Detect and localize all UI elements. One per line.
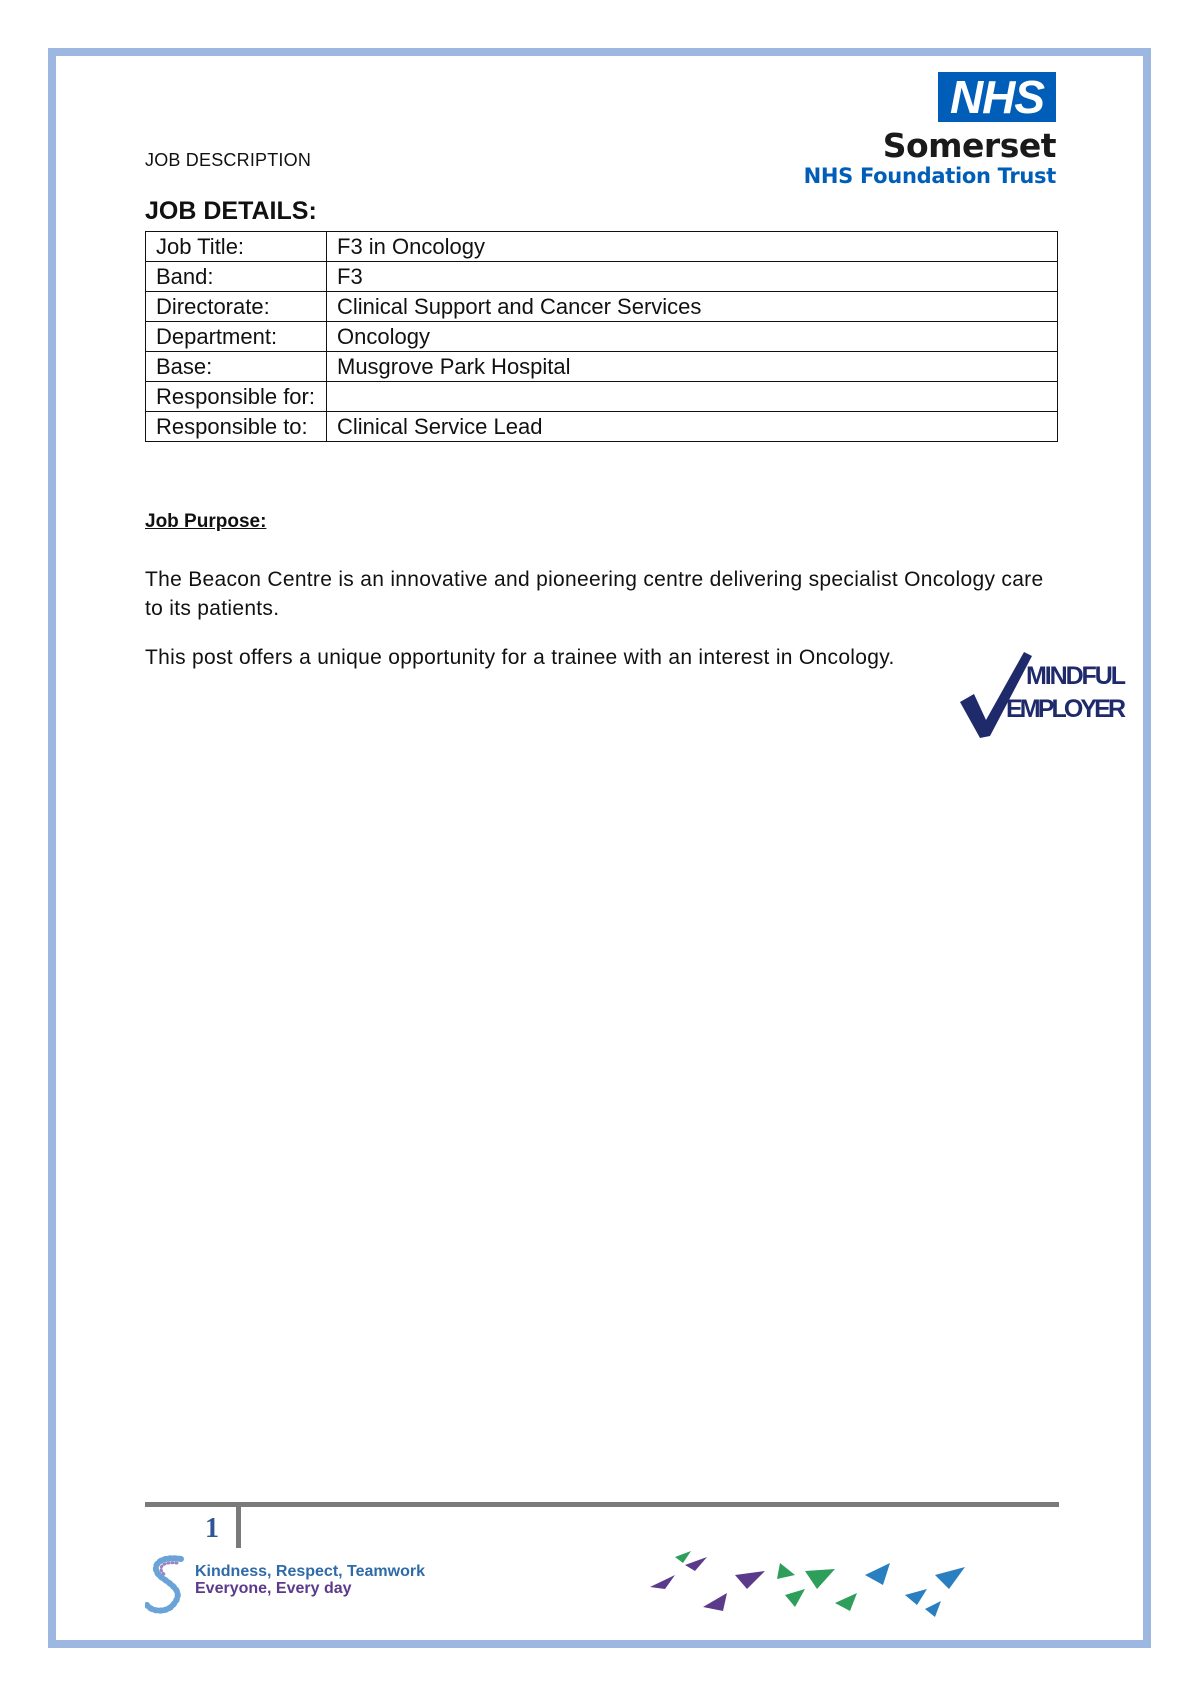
purpose-paragraph: The Beacon Centre is an innovative and pioneering centre delivering specialist Oncology care to its patients. xyxy=(145,568,1044,620)
table-row xyxy=(146,382,1058,412)
section-title: JOB DETAILS: xyxy=(145,197,317,225)
detail-value: F3 in Oncology xyxy=(327,232,1058,262)
detail-key: Responsible for: xyxy=(146,382,327,412)
detail-key: Band: xyxy=(146,262,327,292)
document-label: JOB DESCRIPTION xyxy=(145,150,312,170)
mindful-logo-line2: EMPLOYER xyxy=(1006,695,1126,723)
values-line2: Everyone, Every day xyxy=(195,1580,352,1597)
nhs-logo-org: Somerset xyxy=(882,126,1056,165)
values-line1: Kindness, Respect, Teamwork xyxy=(195,1563,425,1580)
job-purpose-heading: Job Purpose: xyxy=(145,511,267,532)
mindful-employer-logo xyxy=(958,650,1130,742)
nhs-logo-trust: NHS Foundation Trust xyxy=(803,164,1056,188)
detail-key: Directorate: xyxy=(146,292,327,322)
nhs-logo-box: NHS xyxy=(938,72,1056,122)
detail-value xyxy=(327,382,1058,412)
job-details-table xyxy=(145,231,1058,442)
table-row xyxy=(146,232,1058,262)
table-row xyxy=(146,412,1058,442)
detail-key: Job Title: xyxy=(146,232,327,262)
birds-graphic xyxy=(645,1545,995,1625)
nhs-somerset-logo xyxy=(803,71,1056,190)
footer-divider xyxy=(236,1502,241,1548)
trust-values-logo xyxy=(145,1553,445,1615)
detail-value: Oncology xyxy=(327,322,1058,352)
s-swirl-icon xyxy=(145,1553,193,1615)
table-row xyxy=(146,262,1058,292)
detail-value: Clinical Support and Cancer Services xyxy=(327,292,1058,322)
detail-key: Department: xyxy=(146,322,327,352)
detail-key: Base: xyxy=(146,352,327,382)
mindful-logo-line1: MINDFUL xyxy=(1026,662,1126,690)
detail-value: F3 xyxy=(327,262,1058,292)
footer-rule xyxy=(145,1502,1059,1507)
bird-icon xyxy=(650,1551,965,1617)
detail-value: Musgrove Park Hospital xyxy=(327,352,1058,382)
table-row xyxy=(146,292,1058,322)
purpose-paragraph: This post offers a unique opportunity for a trainee with an interest in Oncology. xyxy=(145,646,895,669)
detail-key: Responsible to: xyxy=(146,412,327,442)
detail-value: Clinical Service Lead xyxy=(327,412,1058,442)
table-row xyxy=(146,352,1058,382)
page-number: 1 xyxy=(205,1513,219,1544)
table-row xyxy=(146,322,1058,352)
